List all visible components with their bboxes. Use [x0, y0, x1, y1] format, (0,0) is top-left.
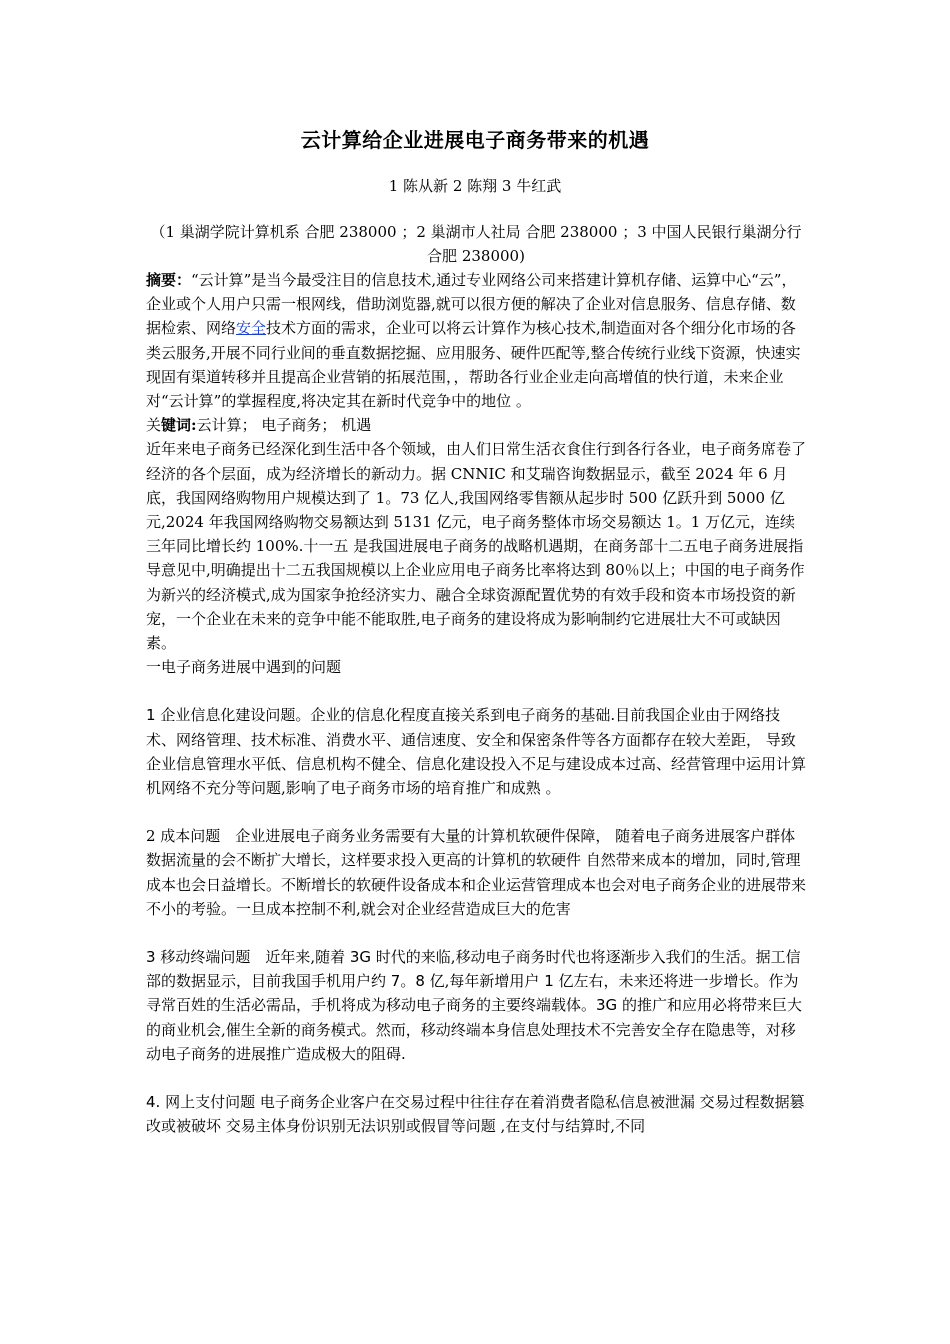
abstract-text-part1: “云计算”是当今最受注目的信息技术,通过专业网络公司来搭建计算机存储、运算中心“云”，企业或个人用户只需一根网线，借助浏览器,就可以很方便的解决了企业对信息服务、信息存储、数据检索、网络: [146, 271, 797, 338]
item3-text-c: 亿,每年新增用户: [424, 972, 545, 991]
keywords-text: 云计算； 电子商务； 机遇: [196, 416, 372, 435]
item2-paragraph: 2 成本问题 企业进展电子商务业务需要有大量的计算机软硬件保障， 随着电子商务进展客户群体数据流量的会不断扩大增长，这样要求投入更高的计算机的软硬件 自然带来成本的增加，同时,管理成本也会日益增长。不断增长的软硬件设备成本和企业运营管理成本也会对电子商务企业的进展带来不小的考验。一旦成本控制不利,就会对企业经营造成巨大的危害: [146, 827, 807, 918]
item3-text-e: 的推广和应用必将带来巨大的商业机会,催生全新的商务模式。然而，移动终端本身信息处理技术不完善安全存在隐患等，对移动电子商务的进展推广造成极大的阻碍.: [146, 996, 802, 1063]
item3-text-b: 时代的来临,移动电子商务时代也将逐渐步入我们的生活。据工信部的数据显示，目前我国手机用户约: [146, 948, 801, 991]
paper-title: 云计算给企业进展电子商务带来的机遇: [300, 128, 650, 152]
item3-number-1: 1: [544, 972, 554, 991]
item3-number: 3: [146, 948, 156, 967]
keywords-label-bold: 键词:: [161, 416, 197, 435]
item3-text-a: 移动终端问题 近年来,随着: [155, 948, 350, 967]
item3-text-d: 亿左右，未来还将进一步增长。作为寻常百姓的生活必需品，手机将成为移动电子商务的主要终端载体。: [146, 972, 799, 1015]
item1-text: 企业信息化建设问题。企业的信息化程度直接关系到电子商务的基础.目前我国企业由于网络技术、网络管理、技术标准、消费水平、通信速度、安全和保密条件等各方面都存在较大差距， 导致企业信息管理水平低、信息机构不健全、信息化建设投入不足与建设成本过高、经营管理中运用计算机网络不充分等问题,影响了电子商务市场的培育推广和成熟 。: [146, 706, 807, 798]
abstract-paragraph: [146, 268, 810, 413]
abstract-label: 摘要：: [146, 271, 192, 289]
item3-number-78: 7。8: [390, 972, 425, 991]
section-heading: 一电子商务进展中遇到的问题: [146, 658, 342, 677]
item4-number: 4: [146, 1093, 156, 1112]
paragraph-spacer: [146, 800, 810, 824]
keywords-label-plain: 关: [146, 416, 162, 435]
paper-body: [146, 268, 810, 1139]
item1-paragraph: [146, 703, 810, 800]
security-link[interactable]: 安全: [236, 319, 267, 338]
item3-3g-term: 3G: [349, 948, 372, 967]
intro-paragraph: 近年来电子商务已经深化到生活中各个领域，由人们日常生活衣食住行到各行各业，电子商务席卷了经济的各个层面，成为经济增长的新动力。据 CNNIC 和艾瑞咨询数据显示，截至 2024 年 6 月底，我国网络购物用户规模达到了 1。73 亿人,我国网络零售额从起步时 500 亿跃升到 5000 亿元,2024 年我国网络购物交易额达到 5131 亿元，电子商务整体市场交易额达 1。1 万亿元，连续三年同比增长约 100%.十一五 是我国进展电子商务的战略机遇期，在商务部十二五电子商务进展指导意见中,明确提出十二五我国规模以上企业应用电子商务比率将达到 80％以上；中国的电子商务作为新兴的经济模式,成为国家争抢经济实力、融合全球资源配置优势的有效手段和资本市场投资的新宠，一个企业在未来的竞争中能不能取胜,电子商务的建设将成为影响制约它进展壮大不可或缺因素。: [146, 440, 807, 653]
item3-paragraph: [146, 945, 810, 1066]
item3-3g-term-2: 3G: [596, 996, 618, 1015]
paper-affiliation: （1 巢湖学院计算机系 合肥 238000 ；2 巢湖市人社局 合肥 238000 ；3 中国人民银行巢湖分行 合肥 238000): [150, 223, 802, 265]
abstract-text-part2: 技术方面的需求，企业可以将云计算作为核心技术,制造面对各个细分化市场的各类云服务,开展不同行业间的垂直数据挖掘、应用服务、硬件匹配等,整合传统行业线下资源，快速实现固有渠道转移并且提高企业营销的拓展范围，，帮助各行业企业走向高增值的快行道，未来企业对“云计算”的掌握程度,将决定其在新时代竞争中的地位 。: [146, 319, 801, 411]
item1-number: 1: [146, 706, 156, 725]
keywords-paragraph: [146, 413, 810, 437]
paragraph-spacer: [146, 679, 810, 703]
item4-paragraph: [146, 1090, 810, 1138]
paper-authors: 1 陈从新 2 陈翔 3 牛红武: [388, 177, 562, 195]
item4-text: . 网上支付问题 电子商务企业客户在交易过程中往往存在着消费者隐私信息被泄漏 交易过程数据篡改或被破坏 交易主体身份识别无法识别或假冒等问题 ,在支付与结算时,不同: [146, 1093, 805, 1136]
paragraph-spacer: [146, 921, 810, 945]
paragraph-spacer: [146, 1066, 810, 1090]
